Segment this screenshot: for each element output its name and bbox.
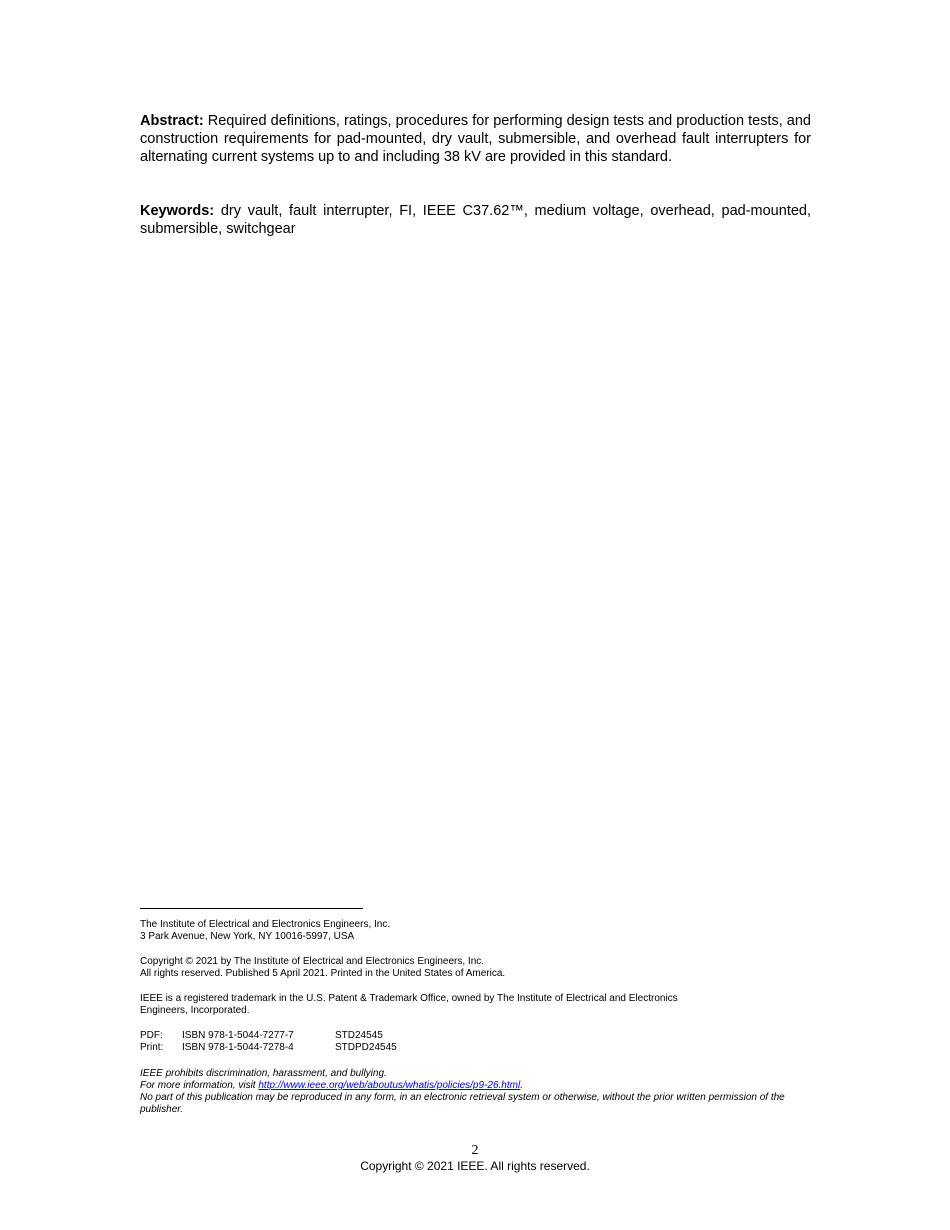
isbn-number: ISBN 978-1-5044-7277-7 — [182, 1030, 294, 1041]
trademark-notice — [140, 993, 815, 1017]
policy-notice — [140, 1068, 815, 1116]
keywords-section — [140, 202, 811, 238]
policy-prefix: For more information, visit — [140, 1080, 259, 1091]
publisher-address — [140, 919, 815, 943]
policy-suffix: . — [520, 1080, 523, 1091]
isbn-code: STDPD24545 — [335, 1042, 397, 1053]
trademark-line-1: IEEE is a registered trademark in the U.S. Patent & Trademark Office, owned by The Institute of Electrical and Electronics — [140, 993, 678, 1004]
rights-line: All rights reserved. Published 5 April 2021. Printed in the United States of America. — [140, 968, 506, 979]
keywords-text: dry vault, fault interrupter, FI, IEEE C37.62™, medium voltage, overhead, pad-mounted, submersible, switchgear — [140, 203, 811, 237]
footer-copyright: Copyright © 2021 IEEE. All rights reserved. — [360, 1159, 590, 1173]
policy-line-3: No part of this publication may be reproduced in any form, in an electronic retrieval system or otherwise, without the prior written permission of the publisher. — [140, 1092, 785, 1115]
policy-line-1: IEEE prohibits discrimination, harassment, and bullying. — [140, 1068, 387, 1079]
abstract-label: Abstract: — [140, 113, 204, 129]
footnote-divider — [140, 908, 363, 909]
publisher-name: The Institute of Electrical and Electronics Engineers, Inc. — [140, 919, 391, 930]
policy-link[interactable]: http://www.ieee.org/web/aboutus/whatis/policies/p9-26.html — [258, 1080, 521, 1091]
copyright-notice — [140, 956, 815, 980]
policy-line-2 — [140, 1080, 815, 1092]
keywords-label: Keywords: — [140, 203, 215, 219]
abstract-section — [140, 112, 811, 166]
page-number: 2 — [471, 1143, 479, 1158]
isbn-number: ISBN 978-1-5044-7278-4 — [182, 1042, 294, 1053]
abstract-text: Required definitions, ratings, procedures for performing design tests and production tests, and construction requirements for pad-mounted, dry vault, submersible, and overhead fault interrupters for alternating current systems up to and including 38 kV are provided in this standard. — [140, 113, 811, 165]
isbn-row-pdf — [140, 1030, 815, 1042]
keywords-paragraph — [140, 202, 811, 238]
abstract-paragraph — [140, 112, 811, 166]
publisher-street: 3 Park Avenue, New York, NY 10016-5997, USA — [140, 931, 355, 942]
isbn-format: Print: — [140, 1042, 164, 1053]
trademark-line-2: Engineers, Incorporated. — [140, 1005, 250, 1016]
isbn-list — [140, 1030, 815, 1054]
copyright-line: Copyright © 2021 by The Institute of Electrical and Electronics Engineers, Inc. — [140, 956, 485, 967]
isbn-row-print — [140, 1042, 815, 1054]
isbn-code: STD24545 — [335, 1030, 383, 1041]
isbn-format: PDF: — [140, 1030, 163, 1041]
